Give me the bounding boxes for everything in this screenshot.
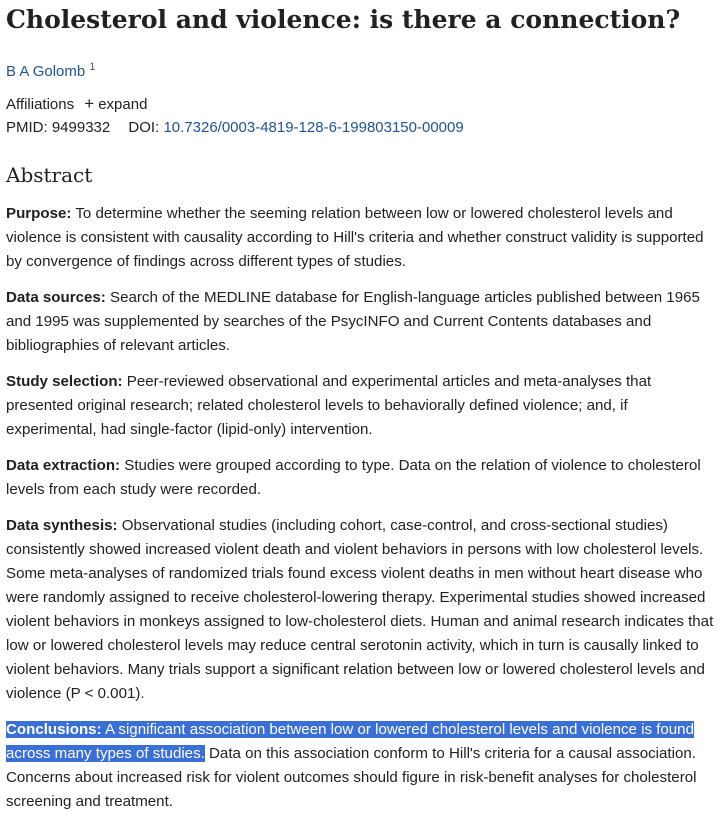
section-text: To determine whether the seeming relation between low or lowered cholesterol levels and violence is consistent with causality according to Hill's criteria and whether construct validity is supported by convergence of findings across different types of studies. [6, 205, 704, 270]
pmid-value: 9499332 [51, 119, 111, 136]
affiliations-row [6, 92, 720, 116]
identifiers-row [6, 116, 720, 140]
highlighted-text: A significant association between low or lowered cholesterol levels and violence is found across many types of studies. [6, 721, 694, 762]
section-text: Studies were grouped according to type. Data on the relation of violence to cholesterol levels from each study were recorded. [6, 457, 701, 498]
plus-icon: + [84, 94, 95, 113]
section-label: Data synthesis: [6, 517, 118, 534]
section-text: Peer-reviewed observational and experimental articles and meta-analyses that presented original research; related cholesterol levels to behaviorally defined violence; and, if experimental, had single-factor (lipid-only) intervention. [6, 373, 652, 438]
section-label: Conclusions: [6, 721, 102, 738]
section-text: Data on this association conform to Hill's criteria for a causal association. Concerns about increased risk for violent outcomes should figure in risk-benefit analyses for cholesterol screening and treatment. [6, 745, 697, 810]
author-link[interactable]: B A Golomb [6, 63, 86, 80]
affiliation-number[interactable]: 1 [89, 61, 96, 73]
abstract-section-conclusions [6, 718, 720, 814]
authors-list [6, 56, 720, 78]
abstract-section-data-sources [6, 286, 720, 358]
section-label: Study selection: [6, 373, 123, 390]
abstract-section-data-extraction [6, 454, 720, 502]
abstract-section-study-selection [6, 370, 720, 442]
pmid-label: PMID: [6, 119, 48, 136]
doi-label: DOI: [128, 119, 160, 136]
abstract-heading: Abstract [6, 163, 93, 187]
expand-label: expand [98, 96, 148, 113]
section-text: Observational studies (including cohort, case-control, and cross-sectional studies) consistently showed increased violent death and violent behaviors in persons with low cholesterol levels. Some meta-analyses of randomized trials found excess violent deaths in men without heart disease who were randomly assigned to receive cholesterol-lowering therapy. Experimental studies showed increased violent behaviors in monkeys assigned to low-cholesterol diets. Human and animal research indicates that low or lowered cholesterol levels may reduce central serotonin activity, which in turn is causally linked to violent behaviors. Many trials support a significant relation between low or lowered cholesterol levels and violence (P < 0.001). [6, 517, 714, 702]
article-title: Cholesterol and violence: is there a connection? [6, 5, 681, 34]
section-text: Search of the MEDLINE database for English-language articles published between 1965 and 1995 was supplemented by searches of the PsycINFO and Current Contents databases and bibliographies of relevant articles. [6, 289, 700, 354]
abstract-section-data-synthesis [6, 514, 720, 706]
abstract-section-purpose [6, 202, 720, 274]
doi-link[interactable]: 10.7326/0003-4819-128-6-199803150-00009 [163, 119, 464, 136]
section-label: Data extraction: [6, 457, 121, 474]
section-label: Data sources: [6, 289, 106, 306]
expand-affiliations-button[interactable] [84, 96, 147, 113]
affiliations-label: Affiliations [6, 96, 75, 113]
section-label: Purpose: [6, 205, 72, 222]
